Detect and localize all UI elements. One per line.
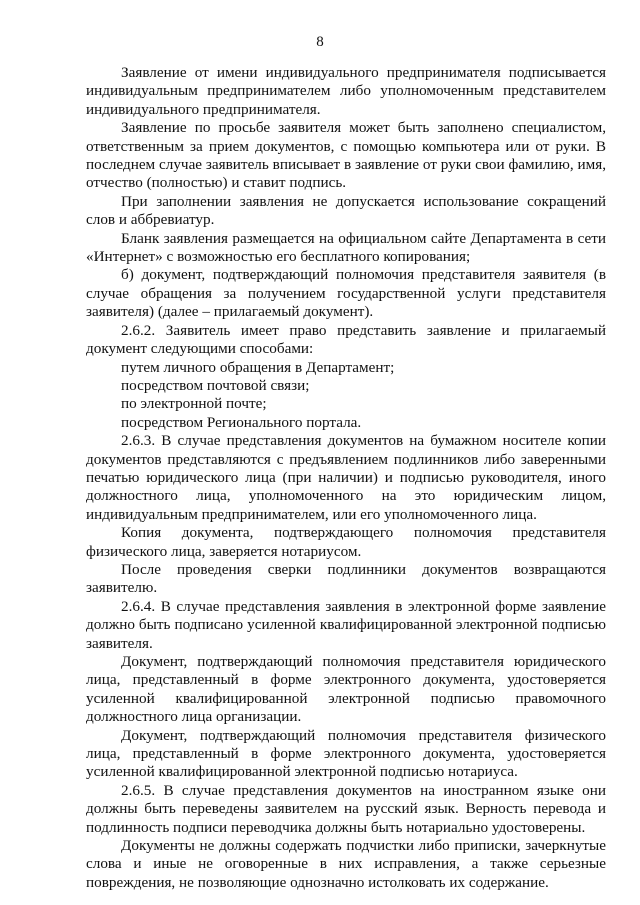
paragraph-no-corrections: Документы не должны содержать подчистки либо приписки, зачеркнутые слова и иные не оговоренные в них исправления, а также серьезные повреждения, не позволяющие однозначно истолковать их содержание. bbox=[86, 837, 606, 891]
list-item-postal: посредством почтовой связи; bbox=[121, 376, 310, 394]
list-item-email: по электронной почте; bbox=[121, 395, 267, 413]
list-item-regional-portal: посредством Регионального портала. bbox=[121, 413, 362, 431]
paragraph-2-6-2: 2.6.2. Заявитель имеет право представить заявление и прилагаемый документ следующими способами: bbox=[86, 321, 606, 358]
paragraph-no-abbreviations: При заполнении заявления не допускается использование сокращений слов и аббревиатур. bbox=[86, 192, 606, 229]
paragraph-2-6-4: 2.6.4. В случае представления заявления в электронной форме заявление должно быть подписано усиленной квалифицированной электронной подписью заявителя. bbox=[86, 597, 606, 652]
paragraph-individual-signature: Документ, подтверждающий полномочия представителя физического лица, представленный в форме электронного документа, удостоверяется усиленной квалифицированной электронной подписью нотариуса. bbox=[86, 726, 606, 781]
paragraph-2-6-3: 2.6.3. В случае представления документов на бумажном носителе копии документов представляются с предъявлением подлинников либо заверенными печатью юридического лица (при наличии) и подписью руководителя, иного должностного лица, уполномоченного на это юридическим лицом, индивидуальным предпринимателем, или его уполномоченного лица. bbox=[86, 432, 606, 523]
page-number: 8 bbox=[316, 34, 324, 50]
paragraph-notary-copy: Копия документа, подтверждающего полномочия представителя физического лица, заверяется нотариусом. bbox=[86, 524, 606, 560]
paragraph-legal-entity-signature: Документ, подтверждающий полномочия представителя юридического лица, представленный в форме электронного документа, удостоверяется усиленной квалифицированной электронной подписью правомочного должностного лица организации. bbox=[86, 653, 606, 726]
list-item-personal-visit: путем личного обращения в Департамент; bbox=[121, 358, 395, 376]
document-body bbox=[86, 64, 606, 892]
paragraph-2-6-5: 2.6.5. В случае представления документов на иностранном языке они должны быть переведены заявителем на русский язык. Верность перевода и подлинность подписи переводчика должны быть нотариально удостоверены. bbox=[86, 781, 606, 836]
paragraph-ip-signature: Заявление от имени индивидуального предпринимателя подписывается индивидуальным предпринимателем либо уполномоченным представителем индивидуального предпринимателя. bbox=[86, 64, 606, 118]
paragraph-form-on-website: Бланк заявления размещается на официальном сайте Департамента в сети «Интернет» с возможностью его бесплатного копирования; bbox=[86, 229, 606, 266]
paragraph-originals-returned: После проведения сверки подлинники документов возвращаются заявителю. bbox=[86, 560, 606, 597]
paragraph-specialist-filling: Заявление по просьбе заявителя может быть заполнено специалистом, ответственным за прием документов, с помощью компьютера или от руки. В последнем случае заявитель вписывает в заявление от руки свои фамилию, имя, отчество (полностью) и ставит подпись. bbox=[86, 119, 606, 192]
paragraph-representative-document: б) документ, подтверждающий полномочия представителя заявителя (в случае обращения за получением государственной услуги представителя заявителя) (далее – прилагаемый документ). bbox=[86, 266, 606, 321]
